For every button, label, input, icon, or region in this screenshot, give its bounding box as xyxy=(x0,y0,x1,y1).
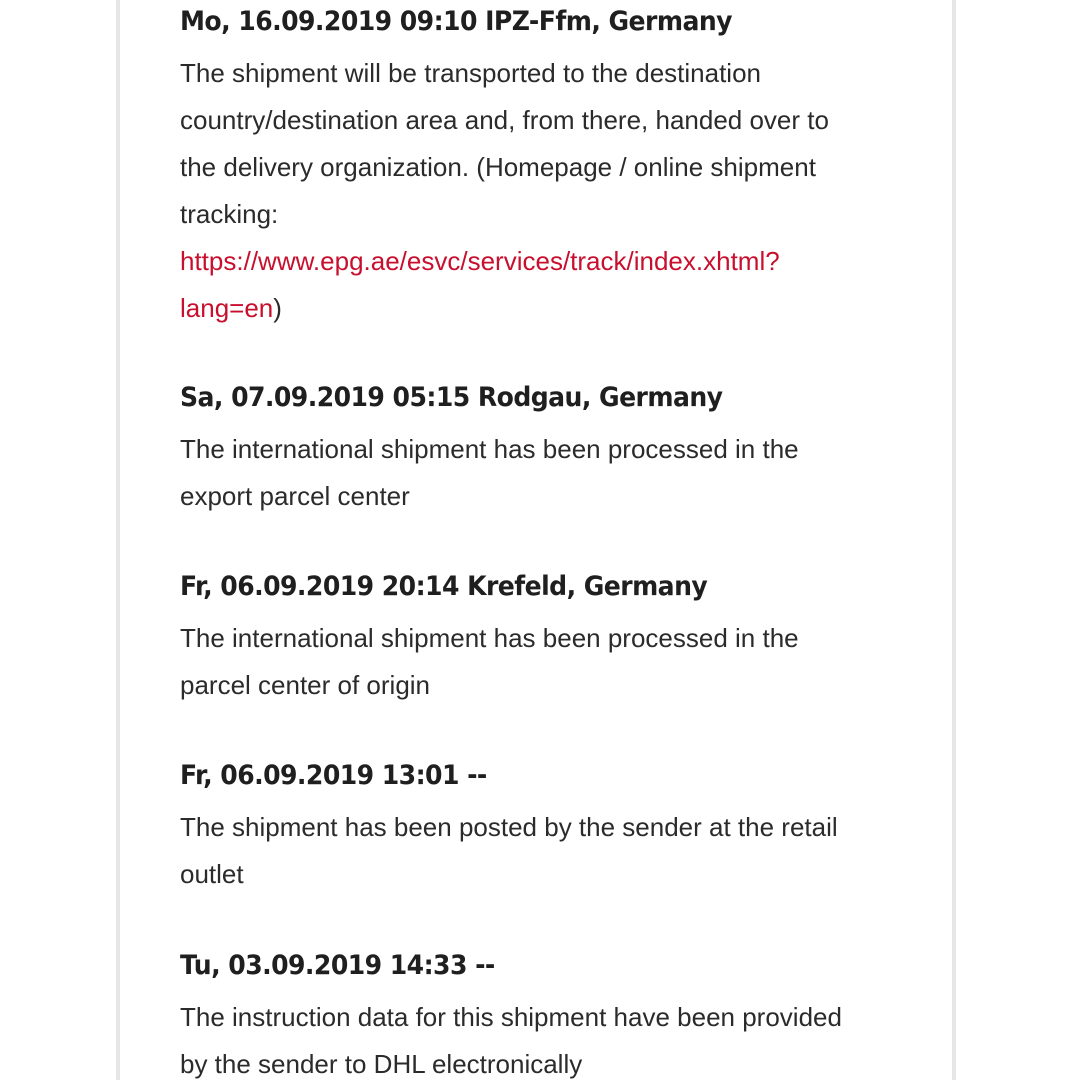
tracking-event xyxy=(180,944,910,1080)
tracking-event xyxy=(180,565,910,709)
event-description xyxy=(180,50,910,332)
tracking-event xyxy=(180,376,910,520)
tracking-link-line xyxy=(180,238,910,285)
event-heading: Fr, 06.09.2019 20:14 Krefeld, Germany xyxy=(180,571,708,602)
event-description xyxy=(180,804,910,898)
event-heading: Tu, 03.09.2019 14:33 -- xyxy=(180,950,495,981)
right-border xyxy=(952,0,956,1080)
event-description-line: tracking: xyxy=(180,199,279,229)
event-description-line: the delivery organization. (Homepage / online shipment xyxy=(180,152,816,182)
tracking-link-continued[interactable]: lang=en xyxy=(180,293,274,323)
event-description-line: The international shipment has been processed in the xyxy=(180,623,799,653)
link-close-paren: ) xyxy=(273,293,282,323)
event-description-line: export parcel center xyxy=(180,481,410,511)
tracking-link-line xyxy=(180,285,910,332)
event-description-line: by the sender to DHL electronically xyxy=(180,1049,583,1079)
event-description xyxy=(180,994,910,1080)
tracking-link[interactable]: https://www.epg.ae/esvc/services/track/index.xhtml? xyxy=(180,246,780,276)
event-description-line: The instruction data for this shipment have been provided xyxy=(180,1002,842,1032)
event-description-line: parcel center of origin xyxy=(180,670,431,700)
event-heading: Fr, 06.09.2019 13:01 -- xyxy=(180,760,487,791)
event-description xyxy=(180,615,910,709)
event-description xyxy=(180,426,910,520)
left-border xyxy=(116,0,120,1080)
event-description-line: country/destination area and, from there, handed over to xyxy=(180,105,829,135)
event-description-line: The shipment has been posted by the sender at the retail xyxy=(180,812,838,842)
event-heading: Mo, 16.09.2019 09:10 IPZ-Ffm, Germany xyxy=(180,6,732,37)
event-description-line: The shipment will be transported to the destination xyxy=(180,58,762,88)
tracking-event xyxy=(180,0,910,332)
event-description-line: outlet xyxy=(180,859,244,889)
event-heading: Sa, 07.09.2019 05:15 Rodgau, Germany xyxy=(180,382,723,413)
tracking-event xyxy=(180,754,910,898)
event-description-line: The international shipment has been processed in the xyxy=(180,434,799,464)
